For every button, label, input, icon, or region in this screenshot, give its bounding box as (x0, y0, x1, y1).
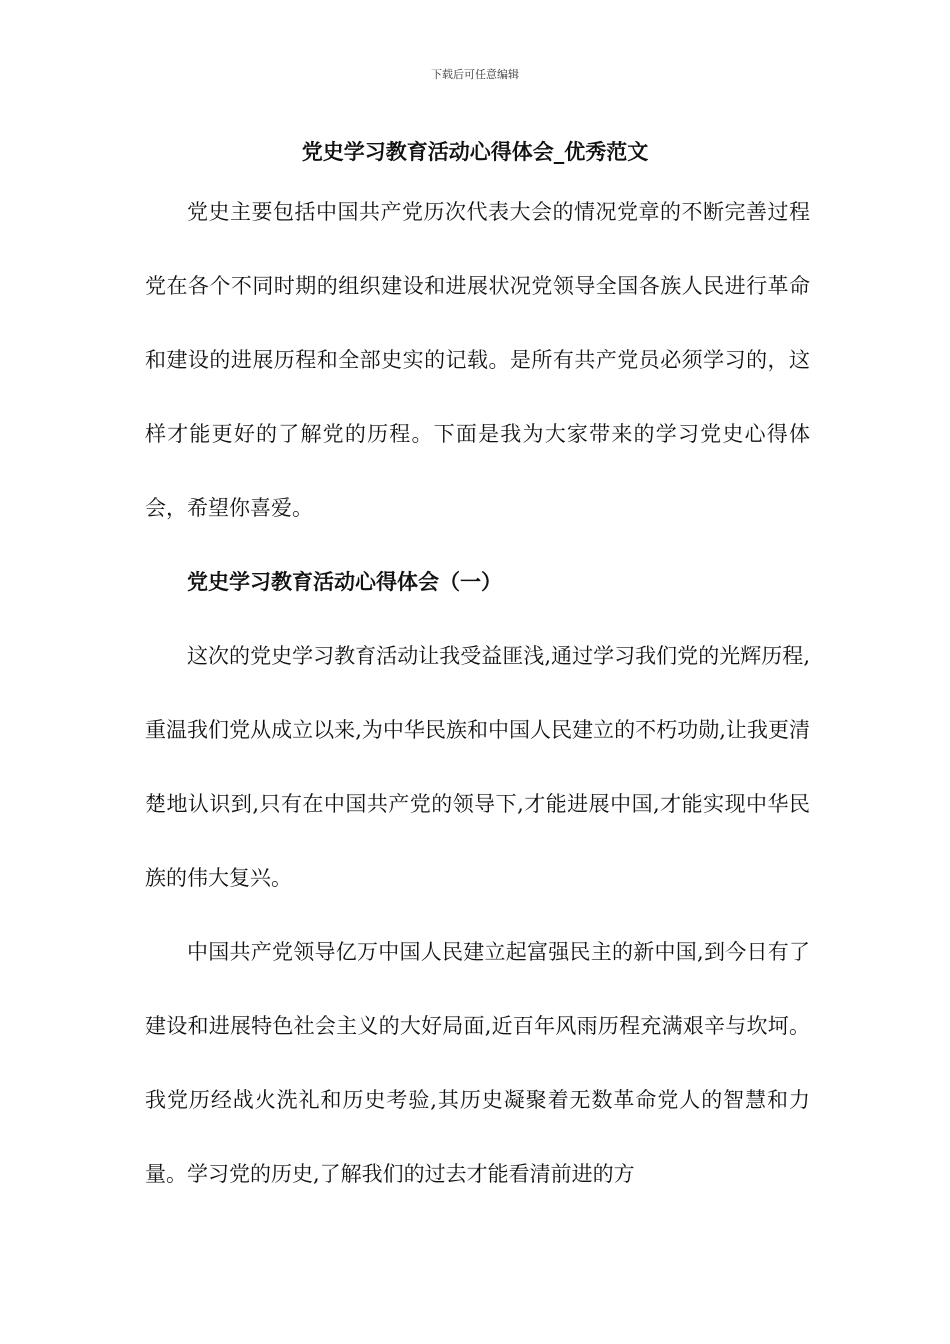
section-heading: 党史学习教育活动心得体会（一） (187, 569, 502, 594)
intro-paragraph: 党史主要包括中国共产党历次代表大会的情况党章的不断完善过程党在各个不同时期的组织建设和进展状况党领导全国各族人民进行革命和建设的进展历程和全部史实的记载。是所有共产党员必须学习的，这样才能更好的了解党的历程。下面是我为大家带来的学习党史心得体会，希望你喜爱。 (145, 200, 810, 520)
document-title: 党史学习教育活动心得体会_优秀范文 (301, 139, 649, 164)
body-paragraph: 中国共产党领导亿万中国人民建立起富强民主的新中国,到今日有了建设和进展特色社会主义的大好局面,近百年风雨历程充满艰辛与坎坷。我党历经战火洗礼和历史考验,其历史凝聚着无数革命党人的智慧和力量。学习党的历史,了解我们的过去才能看清前进的方 (145, 940, 810, 1186)
document-body (145, 175, 810, 1211)
page-header-note: 下载后可任意编辑 (431, 68, 519, 81)
body-paragraph: 这次的党史学习教育活动让我受益匪浅,通过学习我们党的光辉历程,重温我们党从成立以来,为中华民族和中国人民建立的不朽功勋,让我更清楚地认识到,只有在中国共产党的领导下,才能进展中国,才能实现中华民族的伟大复兴。 (145, 644, 810, 890)
